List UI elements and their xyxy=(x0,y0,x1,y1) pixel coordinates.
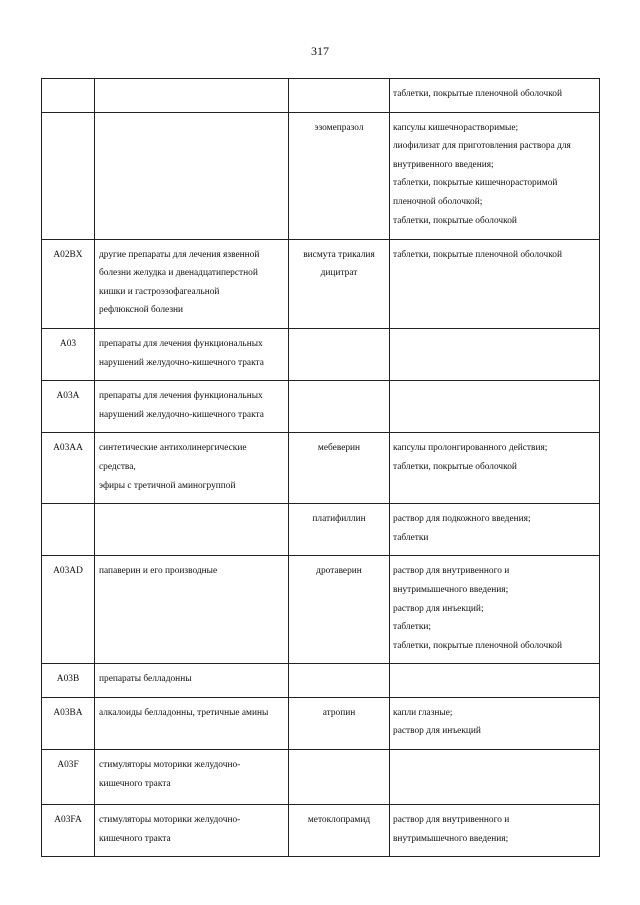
cell-text-line: синтетические антихолинергические xyxy=(99,443,247,454)
atc-code-cell xyxy=(42,239,95,328)
cell-text-line: папаверин и его производные xyxy=(99,566,218,577)
cell-text-line: таблетки xyxy=(393,532,429,543)
cell-text-line: препараты белладонны xyxy=(99,674,192,685)
table-row xyxy=(42,328,600,380)
dosage-forms-cell xyxy=(390,805,600,857)
cell-text-line: кишечного тракта xyxy=(99,778,171,789)
atc-code-cell xyxy=(42,664,95,698)
anatomic-therapeutic-group-cell xyxy=(95,239,289,328)
drug-name-cell xyxy=(289,433,390,504)
anatomic-therapeutic-group-cell xyxy=(95,556,289,664)
cell-text-line: висмута трикалия xyxy=(303,249,375,260)
cell-text-line: капсулы пролонгированного действия; xyxy=(393,443,548,454)
cell-text-line: кишечного тракта xyxy=(99,833,171,844)
anatomic-therapeutic-group-cell xyxy=(95,79,289,113)
cell-text-line: капли глазные; xyxy=(393,707,453,718)
drug-name-cell xyxy=(289,328,390,380)
cell-text-line: дротаверин xyxy=(316,566,362,577)
drug-classification-table xyxy=(41,78,600,857)
cell-text-line: мебеверин xyxy=(317,443,361,454)
cell-text-line: A03 xyxy=(59,338,77,349)
drug-name-cell xyxy=(289,112,390,239)
anatomic-therapeutic-group-cell xyxy=(95,433,289,504)
table-row xyxy=(42,750,600,805)
cell-text-line: стимуляторы моторики желудочно- xyxy=(99,815,241,826)
drug-name-cell xyxy=(289,79,390,113)
dosage-forms-cell xyxy=(390,239,600,328)
anatomic-therapeutic-group-cell xyxy=(95,805,289,857)
drug-name-cell xyxy=(289,556,390,664)
atc-code-cell xyxy=(42,697,95,749)
cell-text-line: дицитрат xyxy=(320,268,358,279)
cell-text-line: таблетки, покрытые пленочной оболочкой xyxy=(393,249,562,260)
cell-text-line: нарушений желудочно-кишечного тракта xyxy=(99,357,264,368)
cell-text-line: нарушений желудочно-кишечного тракта xyxy=(99,409,264,420)
dosage-forms-cell xyxy=(390,79,600,113)
drug-name-cell xyxy=(289,239,390,328)
cell-text-line: кишки и гастроэзофагеальной xyxy=(99,286,220,297)
table-row xyxy=(42,664,600,698)
dosage-forms-cell xyxy=(390,504,600,556)
cell-text-line: раствор для инъекций xyxy=(393,726,481,737)
cell-text-line: внутривенного введения; xyxy=(393,159,494,170)
anatomic-therapeutic-group-cell xyxy=(95,328,289,380)
cell-text-line: стимуляторы моторики желудочно- xyxy=(99,760,241,771)
cell-text-line: таблетки, покрытые пленочной оболочкой xyxy=(393,640,562,651)
dosage-forms-cell xyxy=(390,433,600,504)
cell-text-line: A03AD xyxy=(53,566,83,577)
cell-text-line: пленочной оболочкой; xyxy=(393,196,483,207)
anatomic-therapeutic-group-cell xyxy=(95,112,289,239)
atc-code-cell xyxy=(42,79,95,113)
atc-code-cell xyxy=(42,504,95,556)
cell-text-line: препараты для лечения функциональных xyxy=(99,338,263,349)
cell-text-line: A03A xyxy=(56,391,80,402)
cell-text-line: болезни желудка и двенадцатиперстной xyxy=(99,268,258,279)
anatomic-therapeutic-group-cell xyxy=(95,381,289,433)
cell-text-line: внутримышечного введения; xyxy=(393,584,509,595)
cell-text-line: A03AA xyxy=(53,443,83,454)
cell-text-line: платифиллин xyxy=(312,514,366,525)
atc-code-cell xyxy=(42,328,95,380)
cell-text-line: таблетки, покрытые оболочкой xyxy=(393,215,517,226)
table-row xyxy=(42,79,600,113)
cell-text-line: раствор для внутривенного и xyxy=(393,815,510,826)
cell-text-line: капсулы кишечнорастворимые; xyxy=(393,122,519,133)
table-row xyxy=(42,805,600,857)
cell-text-line: раствор для инъекций; xyxy=(393,603,484,614)
table-row xyxy=(42,381,600,433)
dosage-forms-cell xyxy=(390,328,600,380)
atc-code-cell xyxy=(42,556,95,664)
cell-text-line: таблетки; xyxy=(393,622,432,633)
cell-text-line: A02BX xyxy=(53,249,83,260)
dosage-forms-cell xyxy=(390,750,600,805)
table-row xyxy=(42,112,600,239)
cell-text-line: атропин xyxy=(322,707,356,718)
cell-text-line: другие препараты для лечения язвенной xyxy=(99,249,260,260)
table-row xyxy=(42,239,600,328)
cell-text-line: внутримышечного введения; xyxy=(393,833,509,844)
drug-name-cell xyxy=(289,664,390,698)
drug-name-cell xyxy=(289,504,390,556)
dosage-forms-cell xyxy=(390,556,600,664)
cell-text-line: раствор для внутривенного и xyxy=(393,566,510,577)
cell-text-line: A03BA xyxy=(53,707,83,718)
cell-text-line: таблетки, покрытые оболочкой xyxy=(393,461,517,472)
cell-text-line: таблетки, покрытые кишечнорасторимой xyxy=(393,178,558,189)
table-row xyxy=(42,504,600,556)
atc-code-cell xyxy=(42,112,95,239)
dosage-forms-cell xyxy=(390,381,600,433)
anatomic-therapeutic-group-cell xyxy=(95,504,289,556)
drug-name-cell xyxy=(289,750,390,805)
cell-text-line: лиофилизат для приготовления раствора для xyxy=(393,141,571,152)
cell-text-line: алкалоиды белладонны, третичные амины xyxy=(99,707,269,718)
cell-text-line: раствор для подкожного введения; xyxy=(393,514,531,525)
anatomic-therapeutic-group-cell xyxy=(95,664,289,698)
cell-text-line: препараты для лечения функциональных xyxy=(99,391,263,402)
anatomic-therapeutic-group-cell xyxy=(95,697,289,749)
cell-text-line: эфиры с третичной аминогруппой xyxy=(99,480,236,491)
atc-code-cell xyxy=(42,750,95,805)
cell-text-line: эзомепразол xyxy=(314,122,364,133)
table-row xyxy=(42,556,600,664)
anatomic-therapeutic-group-cell xyxy=(95,750,289,805)
cell-text-line: A03FA xyxy=(54,815,82,826)
atc-code-cell xyxy=(42,381,95,433)
table-row xyxy=(42,433,600,504)
atc-code-cell xyxy=(42,433,95,504)
dosage-forms-cell xyxy=(390,112,600,239)
table-row xyxy=(42,697,600,749)
page-number: 317 xyxy=(311,44,329,58)
cell-text-line: метоклопрамид xyxy=(307,815,371,826)
dosage-forms-cell xyxy=(390,697,600,749)
drug-name-cell xyxy=(289,697,390,749)
cell-text-line: A03F xyxy=(57,760,79,771)
table-body xyxy=(42,79,600,857)
dosage-forms-cell xyxy=(390,664,600,698)
cell-text-line: рефлюксной болезни xyxy=(99,305,184,316)
cell-text-line: средства, xyxy=(99,461,136,472)
atc-code-cell xyxy=(42,805,95,857)
cell-text-line: таблетки, покрытые пленочной оболочкой xyxy=(393,89,562,99)
cell-text-line: A03B xyxy=(56,674,80,685)
drug-name-cell xyxy=(289,381,390,433)
drug-name-cell xyxy=(289,805,390,857)
